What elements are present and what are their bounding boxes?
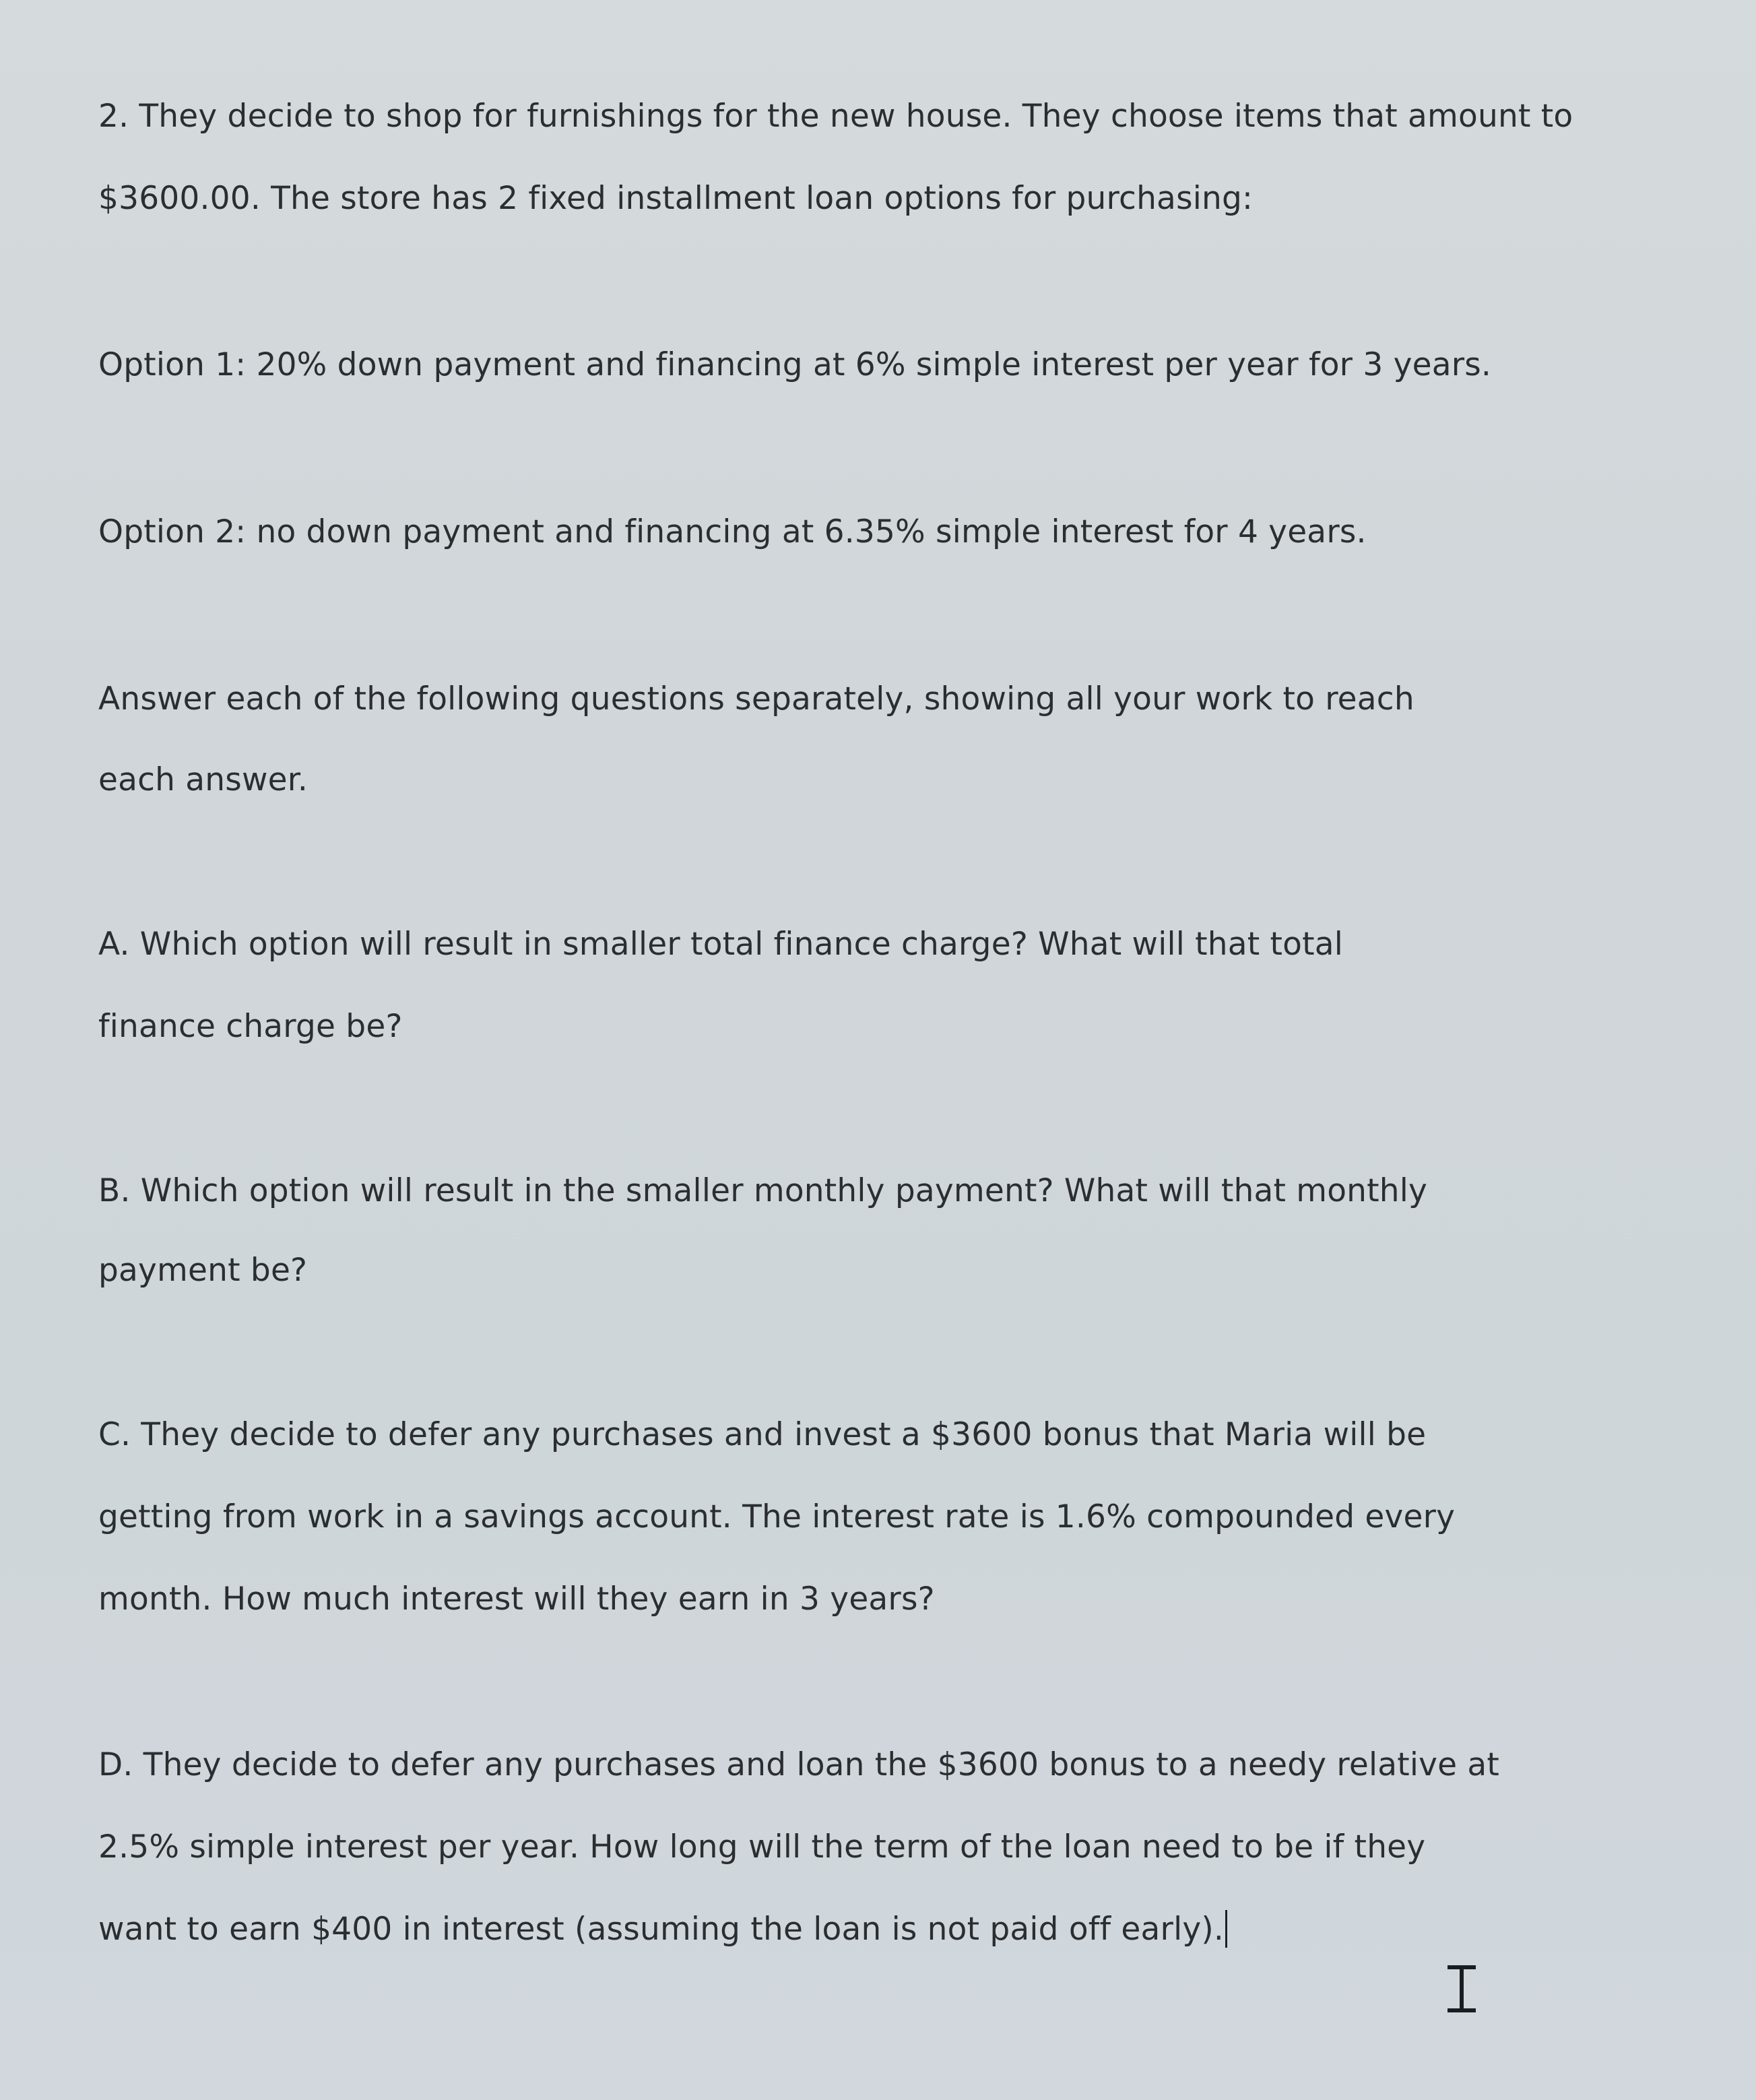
question-b-line-2: payment be?	[98, 1252, 308, 1289]
question-c-line-1: C. They decide to defer any purchases and invest a $3600 bonus that Maria will be	[98, 1416, 1427, 1453]
option-2-text: Option 2: no down payment and financing at 6.35% simple interest for 4 years.	[98, 513, 1367, 550]
question-d-line-2: 2.5% simple interest per year. How long will the term of the loan need to be if they	[98, 1828, 1426, 1866]
problem-intro-line-2: $3600.00. The store has 2 fixed installment loan options for purchasing:	[98, 180, 1254, 217]
question-c-line-3: month. How much interest will they earn in 3 years?	[98, 1581, 935, 1618]
problem-intro-line-1: 2. They decide to shop for furnishings for the new house. They choose items that amount to	[98, 98, 1573, 135]
question-a-line-2: finance charge be?	[98, 1008, 403, 1045]
option-1-text: Option 1: 20% down payment and financing at 6% simple interest per year for 3 years.	[98, 346, 1492, 383]
question-b-line-1: B. Which option will result in the smaller monthly payment? What will that monthly	[98, 1172, 1428, 1209]
text-cursor-icon	[1225, 1910, 1227, 1948]
instruction-line-2: each answer.	[98, 761, 308, 798]
ibeam-pointer-icon	[1445, 1965, 1478, 2013]
instruction-line-1: Answer each of the following questions separately, showing all your work to reach	[98, 680, 1414, 718]
question-c-line-2: getting from work in a savings account. The interest rate is 1.6% compounded every	[98, 1498, 1456, 1535]
question-d-line-3-text: want to earn $400 in interest (assuming the loan is not paid off early).	[98, 1911, 1225, 1948]
question-d-line-3	[98, 1909, 1227, 1950]
question-d-line-1: D. They decide to defer any purchases and loan the $3600 bonus to a needy relative at	[98, 1746, 1500, 1783]
question-a-line-1: A. Which option will result in smaller total finance charge? What will that total	[98, 926, 1343, 963]
